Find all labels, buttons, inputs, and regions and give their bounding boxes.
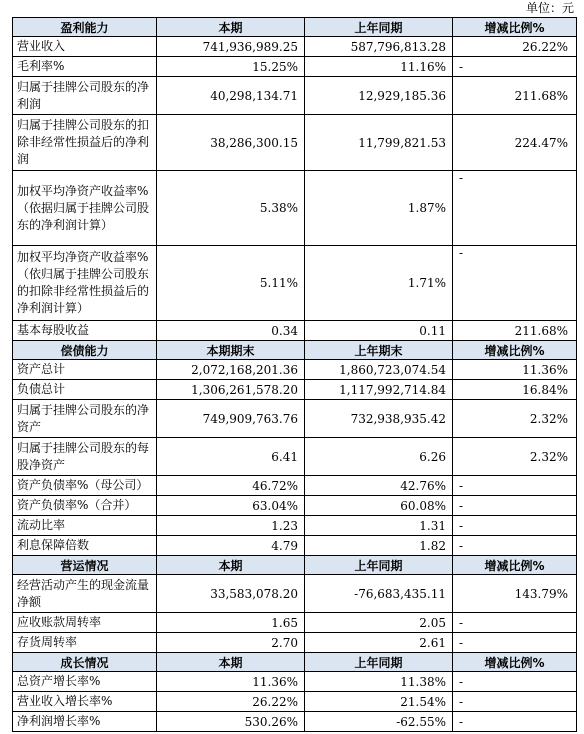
change-value: 224.47% <box>453 115 577 171</box>
financial-indicators-table <box>12 17 577 732</box>
row-label: 归属于挂牌公司股东的净利润 <box>13 77 157 115</box>
change-value: - <box>453 516 577 536</box>
current-value: 530.26% <box>157 712 305 732</box>
table-row <box>13 712 577 732</box>
change-value: - <box>453 536 577 556</box>
prior-value: 11.16% <box>305 57 453 77</box>
table-row <box>13 37 577 57</box>
current-value: 38,286,300.15 <box>157 115 305 171</box>
row-label: 流动比率 <box>13 516 157 536</box>
change-value: - <box>453 672 577 692</box>
change-value: 16.84% <box>453 380 577 400</box>
change-value: - <box>453 712 577 732</box>
change-value: 143.79% <box>453 575 577 613</box>
table-row <box>13 321 577 341</box>
table-row <box>13 633 577 653</box>
current-value: 33,583,078.20 <box>157 575 305 613</box>
table-row <box>13 115 577 171</box>
current-value: 1.65 <box>157 613 305 633</box>
prior-value: 60.08% <box>305 496 453 516</box>
current-value: 11.36% <box>157 672 305 692</box>
section-header-row <box>13 556 577 575</box>
change-value: 211.68% <box>453 321 577 341</box>
table-row <box>13 380 577 400</box>
prior-value: 12,929,185.36 <box>305 77 453 115</box>
change-value: - <box>453 692 577 712</box>
column-header: 上年同期 <box>305 18 453 37</box>
row-label: 经营活动产生的现金流量净额 <box>13 575 157 613</box>
prior-value: 11.38% <box>305 672 453 692</box>
table-row <box>13 360 577 380</box>
change-value: - <box>453 613 577 633</box>
current-value: 5.11% <box>157 246 305 321</box>
column-header: 增减比例% <box>453 556 577 575</box>
current-value: 0.34 <box>157 321 305 341</box>
current-value: 5.38% <box>157 171 305 246</box>
prior-value: 587,796,813.28 <box>305 37 453 57</box>
current-value: 63.04% <box>157 496 305 516</box>
table-row <box>13 171 577 246</box>
current-value: 26.22% <box>157 692 305 712</box>
table-row <box>13 613 577 633</box>
prior-value: 1.87% <box>305 171 453 246</box>
current-value: 40,298,134.71 <box>157 77 305 115</box>
change-value: 11.36% <box>453 360 577 380</box>
table-row <box>13 575 577 613</box>
change-value: 26.22% <box>453 37 577 57</box>
section-header-row <box>13 18 577 37</box>
table-row <box>13 77 577 115</box>
table-row <box>13 438 577 476</box>
change-value: 2.32% <box>453 438 577 476</box>
current-value: 741,936,989.25 <box>157 37 305 57</box>
column-header: 本期 <box>157 18 305 37</box>
prior-value: -76,683,435.11 <box>305 575 453 613</box>
row-label: 毛利率% <box>13 57 157 77</box>
current-value: 1.23 <box>157 516 305 536</box>
current-value: 2,072,168,201.36 <box>157 360 305 380</box>
row-label: 加权平均净资产收益率%（依据归属于挂牌公司股东的净利润计算） <box>13 171 157 246</box>
row-label: 负债总计 <box>13 380 157 400</box>
current-value: 15.25% <box>157 57 305 77</box>
change-value: - <box>453 496 577 516</box>
prior-value: 2.61 <box>305 633 453 653</box>
table-row <box>13 692 577 712</box>
column-header: 成长情况 <box>13 653 157 672</box>
row-label: 总资产增长率% <box>13 672 157 692</box>
prior-value: 11,799,821.53 <box>305 115 453 171</box>
row-label: 资产负债率%（母公司） <box>13 476 157 496</box>
row-label: 利息保障倍数 <box>13 536 157 556</box>
table-row <box>13 536 577 556</box>
table-row <box>13 57 577 77</box>
row-label: 资产负债率%（合并） <box>13 496 157 516</box>
table-row <box>13 476 577 496</box>
table-row <box>13 672 577 692</box>
prior-value: 42.76% <box>305 476 453 496</box>
table-row <box>13 246 577 321</box>
column-header: 本期 <box>157 556 305 575</box>
prior-value: 732,938,935.42 <box>305 400 453 438</box>
row-label: 加权平均净资产收益率%（依归属于挂牌公司股东的扣除非经常性损益后的净利润计算） <box>13 246 157 321</box>
column-header: 上年期末 <box>305 341 453 360</box>
section-header-row <box>13 341 577 360</box>
prior-value: 1,860,723,074.54 <box>305 360 453 380</box>
row-label: 资产总计 <box>13 360 157 380</box>
column-header: 增减比例% <box>453 18 577 37</box>
table-body <box>13 18 577 732</box>
current-value: 4.79 <box>157 536 305 556</box>
row-label: 归属于挂牌公司股东的净资产 <box>13 400 157 438</box>
column-header: 盈利能力 <box>13 18 157 37</box>
change-value: 2.32% <box>453 400 577 438</box>
column-header: 本期期末 <box>157 341 305 360</box>
row-label: 存货周转率 <box>13 633 157 653</box>
table-row <box>13 516 577 536</box>
column-header: 增减比例% <box>453 341 577 360</box>
column-header: 偿债能力 <box>13 341 157 360</box>
column-header: 上年同期 <box>305 653 453 672</box>
current-value: 2.70 <box>157 633 305 653</box>
change-value: - <box>453 171 577 246</box>
table-row <box>13 496 577 516</box>
column-header: 本期 <box>157 653 305 672</box>
current-value: 749,909,763.76 <box>157 400 305 438</box>
current-value: 1,306,261,578.20 <box>157 380 305 400</box>
prior-value: 0.11 <box>305 321 453 341</box>
prior-value: 6.26 <box>305 438 453 476</box>
prior-value: 1.71% <box>305 246 453 321</box>
row-label: 归属于挂牌公司股东的扣除非经常性损益后的净利润 <box>13 115 157 171</box>
row-label: 营业收入增长率% <box>13 692 157 712</box>
section-header-row <box>13 653 577 672</box>
row-label: 归属于挂牌公司股东的每股净资产 <box>13 438 157 476</box>
prior-value: -62.55% <box>305 712 453 732</box>
change-value: 211.68% <box>453 77 577 115</box>
column-header: 增减比例% <box>453 653 577 672</box>
row-label: 应收账款周转率 <box>13 613 157 633</box>
row-label: 营业收入 <box>13 37 157 57</box>
column-header: 上年同期 <box>305 556 453 575</box>
change-value: - <box>453 476 577 496</box>
row-label: 净利润增长率% <box>13 712 157 732</box>
prior-value: 21.54% <box>305 692 453 712</box>
change-value: - <box>453 246 577 321</box>
change-value: - <box>453 57 577 77</box>
prior-value: 2.05 <box>305 613 453 633</box>
change-value: - <box>453 633 577 653</box>
table-row <box>13 400 577 438</box>
current-value: 6.41 <box>157 438 305 476</box>
row-label: 基本每股收益 <box>13 321 157 341</box>
prior-value: 1.31 <box>305 516 453 536</box>
prior-value: 1.82 <box>305 536 453 556</box>
current-value: 46.72% <box>157 476 305 496</box>
column-header: 营运情况 <box>13 556 157 575</box>
unit-label: 单位：元 <box>525 1 574 15</box>
prior-value: 1,117,992,714.84 <box>305 380 453 400</box>
